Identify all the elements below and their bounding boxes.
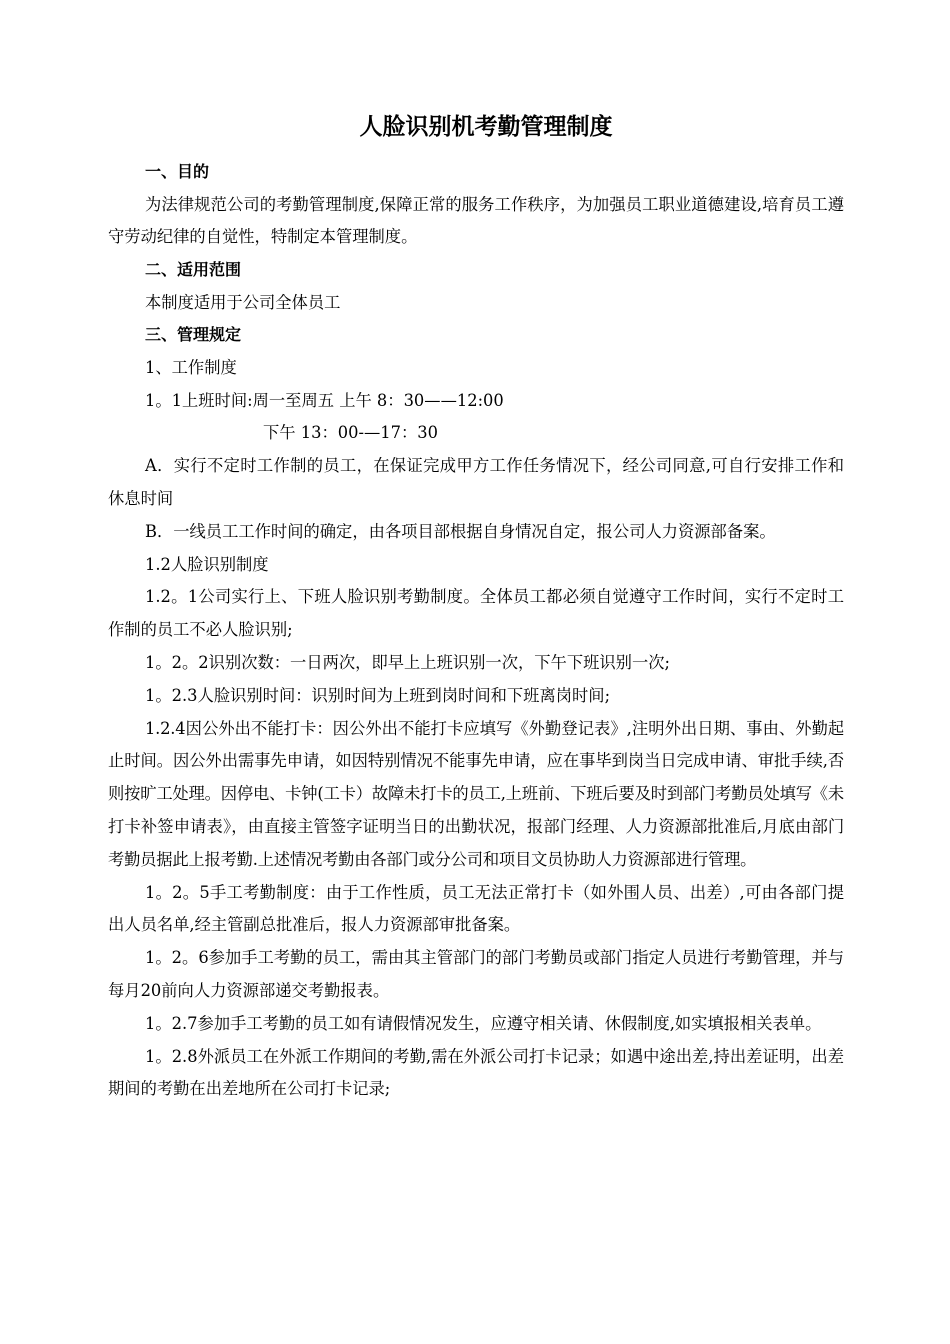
rule-item-a: A．实行不定时工作制的员工，在保证完成甲方工作任务情况下，经公司同意,可自行安排工作和休息时间 xyxy=(108,456,844,509)
section-heading-scope: 二、适用范围 xyxy=(145,260,242,280)
rule-1-2-4: 1.2.4因公外出不能打卡：因公外出不能打卡应填写《外勤登记表》,注明外出日期、事由、外勤起止时间。因公外出需事先申请，如因特别情况不能事先申请，应在事毕到岗当日完成申请、审批手续,否则按旷工处理。因停电、卡钟(工卡）故障未打卡的员工,上班前、下班后要及时到部门考勤员处填写《未打卡补签申请表》，由直接主管签字证明当日的出勤状况，报部门经理、人力资源部批准后,月底由部门考勤员据此上报考勤.上述情况考勤由各部门或分公司和项目文员协助人力资源部进行管理。 xyxy=(108,718,844,869)
rule-1-2-2: 1。2。2识别次数：一日两次，即早上上班识别一次，下午下班识别一次; xyxy=(145,653,671,673)
work-system-heading: 1、工作制度 xyxy=(145,357,237,377)
work-hours-afternoon: 下午 13：00-—17：30 xyxy=(263,423,438,443)
face-system-heading: 1.2人脸识别制度 xyxy=(145,554,269,574)
rule-1-2-7: 1。2.7参加手工考勤的员工如有请假情况发生，应遵守相关请、休假制度,如实填报相关表单。 xyxy=(145,1013,822,1033)
section-heading-rules: 三、管理规定 xyxy=(145,325,242,345)
document-page xyxy=(108,98,844,1106)
scope-paragraph: 本制度适用于公司全体员工 xyxy=(145,292,341,312)
rule-1-2-3: 1。2.3人脸识别时间：识别时间为上班到岗时间和下班离岗时间; xyxy=(145,685,611,705)
rule-1-2-6: 1。2。6参加手工考勤的员工，需由其主管部门的部门考勤员或部门指定人员进行考勤管理，并与每月20前向人力资源部递交考勤报表。 xyxy=(108,948,844,1001)
rule-1-2-5: 1。2。5手工考勤制度：由于工作性质，员工无法正常打卡（如外围人员、出差）,可由各部门提出人员名单,经主管副总批准后，报人力资源部审批备案。 xyxy=(108,882,844,935)
work-hours-morning: 1。1上班时间:周一至周五 上午 8：30——12:00 xyxy=(145,390,504,410)
rule-1-2-8: 1。2.8外派员工在外派工作期间的考勤,需在外派公司打卡记录；如遇中途出差,持出差证明，出差期间的考勤在出差地所在公司打卡记录; xyxy=(108,1046,844,1099)
rule-1-2-1: 1.2。1公司实行上、下班人脸识别考勤制度。全体员工都必须自觉遵守工作时间，实行不定时工作制的员工不必人脸识别; xyxy=(108,587,844,640)
rule-item-b: B．一线员工工作时间的确定，由各项目部根据自身情况自定，报公司人力资源部备案。 xyxy=(145,521,776,541)
purpose-paragraph: 为法律规范公司的考勤管理制度,保障正常的服务工作秩序，为加强员工职业道德建设,培育员工遵守劳动纪律的自觉性，特制定本管理制度。 xyxy=(108,194,844,247)
document-title: 人脸识别机考勤管理制度 xyxy=(359,114,613,140)
section-heading-purpose: 一、目的 xyxy=(145,162,210,181)
